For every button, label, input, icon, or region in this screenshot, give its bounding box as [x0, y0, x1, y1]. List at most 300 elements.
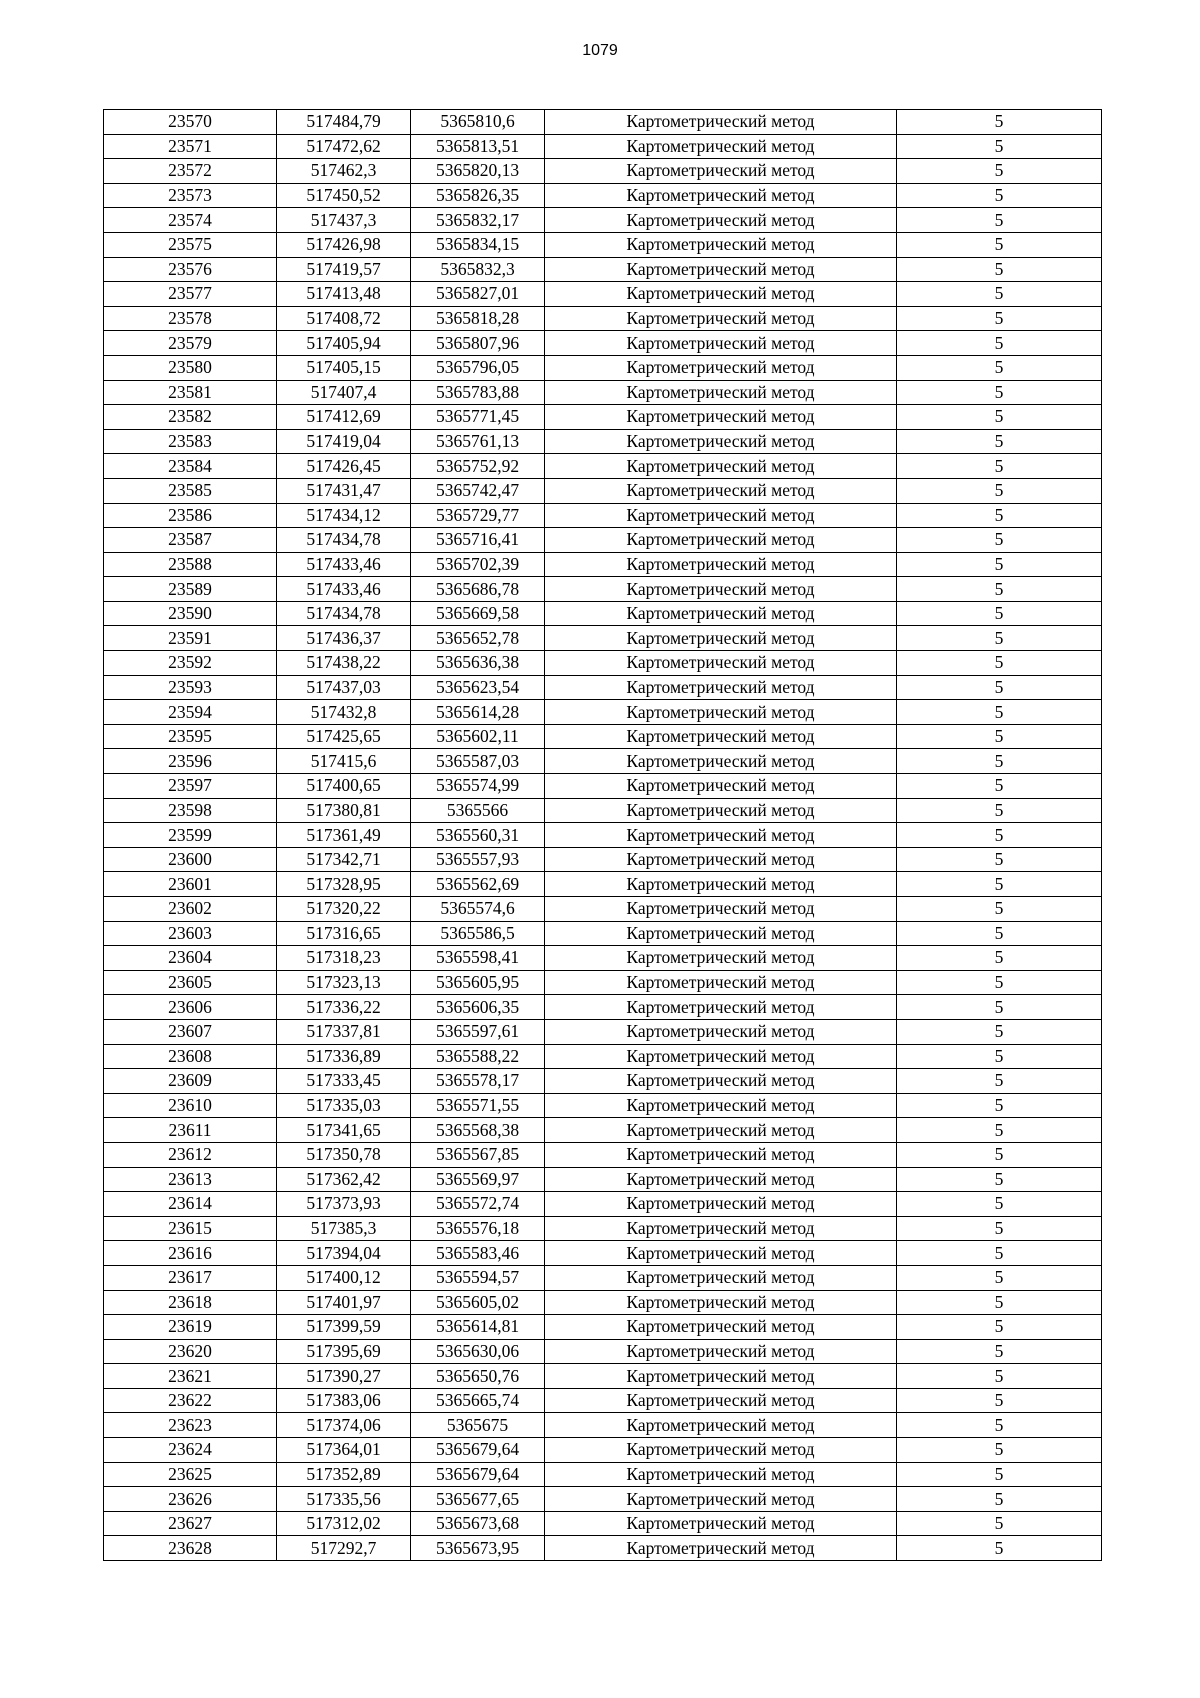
x-coordinate-cell: 517450,52 [277, 183, 411, 208]
x-coordinate-cell: 517437,03 [277, 675, 411, 700]
point-number-cell: 23607 [104, 1019, 277, 1044]
y-coordinate-cell: 5365598,41 [411, 946, 545, 971]
point-number-cell: 23573 [104, 183, 277, 208]
x-coordinate-cell: 517405,94 [277, 331, 411, 356]
accuracy-cell: 5 [897, 429, 1102, 454]
method-cell: Картометрический метод [545, 1241, 897, 1266]
point-number-cell: 23576 [104, 257, 277, 282]
accuracy-cell: 5 [897, 1388, 1102, 1413]
table-row [104, 724, 1102, 749]
y-coordinate-cell: 5365614,28 [411, 700, 545, 725]
accuracy-cell: 5 [897, 601, 1102, 626]
point-number-cell: 23593 [104, 675, 277, 700]
point-number-cell: 23584 [104, 454, 277, 479]
table-row [104, 823, 1102, 848]
table-row [104, 454, 1102, 479]
table-row [104, 478, 1102, 503]
y-coordinate-cell: 5365677,65 [411, 1487, 545, 1512]
table-row [104, 1511, 1102, 1536]
y-coordinate-cell: 5365606,35 [411, 995, 545, 1020]
table-row [104, 1364, 1102, 1389]
point-number-cell: 23624 [104, 1438, 277, 1463]
table-row [104, 183, 1102, 208]
y-coordinate-cell: 5365636,38 [411, 651, 545, 676]
table-row [104, 995, 1102, 1020]
table-row [104, 232, 1102, 257]
y-coordinate-cell: 5365560,31 [411, 823, 545, 848]
table-row [104, 1192, 1102, 1217]
point-number-cell: 23577 [104, 282, 277, 307]
accuracy-cell: 5 [897, 1019, 1102, 1044]
y-coordinate-cell: 5365557,93 [411, 847, 545, 872]
table-row [104, 774, 1102, 799]
x-coordinate-cell: 517383,06 [277, 1388, 411, 1413]
point-number-cell: 23605 [104, 970, 277, 995]
method-cell: Картометрический метод [545, 1536, 897, 1561]
accuracy-cell: 5 [897, 1487, 1102, 1512]
method-cell: Картометрический метод [545, 1019, 897, 1044]
method-cell: Картометрический метод [545, 1462, 897, 1487]
table-row [104, 651, 1102, 676]
method-cell: Картометрический метод [545, 528, 897, 553]
point-number-cell: 23613 [104, 1167, 277, 1192]
method-cell: Картометрический метод [545, 552, 897, 577]
x-coordinate-cell: 517394,04 [277, 1241, 411, 1266]
accuracy-cell: 5 [897, 651, 1102, 676]
y-coordinate-cell: 5365576,18 [411, 1216, 545, 1241]
table-row [104, 1487, 1102, 1512]
accuracy-cell: 5 [897, 774, 1102, 799]
x-coordinate-cell: 517437,3 [277, 208, 411, 233]
method-cell: Картометрический метод [545, 405, 897, 430]
point-number-cell: 23579 [104, 331, 277, 356]
x-coordinate-cell: 517405,15 [277, 355, 411, 380]
table-row [104, 1413, 1102, 1438]
method-cell: Картометрический метод [545, 700, 897, 725]
x-coordinate-cell: 517385,3 [277, 1216, 411, 1241]
accuracy-cell: 5 [897, 872, 1102, 897]
point-number-cell: 23614 [104, 1192, 277, 1217]
table-row [104, 405, 1102, 430]
method-cell: Картометрический метод [545, 1413, 897, 1438]
x-coordinate-cell: 517484,79 [277, 110, 411, 135]
x-coordinate-cell: 517336,22 [277, 995, 411, 1020]
y-coordinate-cell: 5365752,92 [411, 454, 545, 479]
y-coordinate-cell: 5365702,39 [411, 552, 545, 577]
method-cell: Картометрический метод [545, 749, 897, 774]
x-coordinate-cell: 517419,04 [277, 429, 411, 454]
x-coordinate-cell: 517373,93 [277, 1192, 411, 1217]
point-number-cell: 23586 [104, 503, 277, 528]
table-row [104, 257, 1102, 282]
x-coordinate-cell: 517434,12 [277, 503, 411, 528]
table-row [104, 1462, 1102, 1487]
y-coordinate-cell: 5365796,05 [411, 355, 545, 380]
accuracy-cell: 5 [897, 528, 1102, 553]
table-row [104, 306, 1102, 331]
point-number-cell: 23571 [104, 134, 277, 159]
point-number-cell: 23596 [104, 749, 277, 774]
y-coordinate-cell: 5365669,58 [411, 601, 545, 626]
x-coordinate-cell: 517395,69 [277, 1339, 411, 1364]
y-coordinate-cell: 5365614,81 [411, 1315, 545, 1340]
x-coordinate-cell: 517432,8 [277, 700, 411, 725]
method-cell: Картометрический метод [545, 847, 897, 872]
x-coordinate-cell: 517431,47 [277, 478, 411, 503]
accuracy-cell: 5 [897, 1315, 1102, 1340]
y-coordinate-cell: 5365569,97 [411, 1167, 545, 1192]
y-coordinate-cell: 5365834,15 [411, 232, 545, 257]
table-row [104, 282, 1102, 307]
y-coordinate-cell: 5365716,41 [411, 528, 545, 553]
point-number-cell: 23618 [104, 1290, 277, 1315]
accuracy-cell: 5 [897, 970, 1102, 995]
accuracy-cell: 5 [897, 847, 1102, 872]
x-coordinate-cell: 517401,97 [277, 1290, 411, 1315]
table-row [104, 1339, 1102, 1364]
method-cell: Картометрический метод [545, 134, 897, 159]
method-cell: Картометрический метод [545, 897, 897, 922]
table-row [104, 897, 1102, 922]
accuracy-cell: 5 [897, 1339, 1102, 1364]
coordinates-table [103, 109, 1102, 1561]
table-row [104, 1241, 1102, 1266]
accuracy-cell: 5 [897, 232, 1102, 257]
y-coordinate-cell: 5365832,3 [411, 257, 545, 282]
table-row [104, 872, 1102, 897]
point-number-cell: 23600 [104, 847, 277, 872]
point-number-cell: 23627 [104, 1511, 277, 1536]
point-number-cell: 23608 [104, 1044, 277, 1069]
table-row [104, 1388, 1102, 1413]
accuracy-cell: 5 [897, 110, 1102, 135]
x-coordinate-cell: 517292,7 [277, 1536, 411, 1561]
y-coordinate-cell: 5365574,6 [411, 897, 545, 922]
y-coordinate-cell: 5365623,54 [411, 675, 545, 700]
x-coordinate-cell: 517361,49 [277, 823, 411, 848]
accuracy-cell: 5 [897, 675, 1102, 700]
accuracy-cell: 5 [897, 897, 1102, 922]
x-coordinate-cell: 517350,78 [277, 1142, 411, 1167]
method-cell: Картометрический метод [545, 1118, 897, 1143]
y-coordinate-cell: 5365574,99 [411, 774, 545, 799]
point-number-cell: 23612 [104, 1142, 277, 1167]
method-cell: Картометрический метод [545, 306, 897, 331]
table-row [104, 528, 1102, 553]
y-coordinate-cell: 5365810,6 [411, 110, 545, 135]
x-coordinate-cell: 517312,02 [277, 1511, 411, 1536]
x-coordinate-cell: 517426,45 [277, 454, 411, 479]
x-coordinate-cell: 517434,78 [277, 601, 411, 626]
point-number-cell: 23623 [104, 1413, 277, 1438]
accuracy-cell: 5 [897, 257, 1102, 282]
x-coordinate-cell: 517462,3 [277, 159, 411, 184]
point-number-cell: 23574 [104, 208, 277, 233]
table-row [104, 1118, 1102, 1143]
method-cell: Картометрический метод [545, 675, 897, 700]
table-row [104, 380, 1102, 405]
method-cell: Картометрический метод [545, 503, 897, 528]
y-coordinate-cell: 5365665,74 [411, 1388, 545, 1413]
y-coordinate-cell: 5365588,22 [411, 1044, 545, 1069]
accuracy-cell: 5 [897, 552, 1102, 577]
y-coordinate-cell: 5365605,95 [411, 970, 545, 995]
point-number-cell: 23595 [104, 724, 277, 749]
method-cell: Картометрический метод [545, 232, 897, 257]
table-row [104, 577, 1102, 602]
method-cell: Картометрический метод [545, 823, 897, 848]
method-cell: Картометрический метод [545, 208, 897, 233]
accuracy-cell: 5 [897, 1069, 1102, 1094]
table-row [104, 798, 1102, 823]
y-coordinate-cell: 5365566 [411, 798, 545, 823]
x-coordinate-cell: 517341,65 [277, 1118, 411, 1143]
y-coordinate-cell: 5365729,77 [411, 503, 545, 528]
y-coordinate-cell: 5365826,35 [411, 183, 545, 208]
accuracy-cell: 5 [897, 454, 1102, 479]
point-number-cell: 23580 [104, 355, 277, 380]
method-cell: Картометрический метод [545, 995, 897, 1020]
point-number-cell: 23585 [104, 478, 277, 503]
x-coordinate-cell: 517380,81 [277, 798, 411, 823]
accuracy-cell: 5 [897, 1462, 1102, 1487]
y-coordinate-cell: 5365578,17 [411, 1069, 545, 1094]
point-number-cell: 23582 [104, 405, 277, 430]
point-number-cell: 23609 [104, 1069, 277, 1094]
method-cell: Картометрический метод [545, 429, 897, 454]
method-cell: Картометрический метод [545, 774, 897, 799]
table-row [104, 700, 1102, 725]
accuracy-cell: 5 [897, 159, 1102, 184]
point-number-cell: 23589 [104, 577, 277, 602]
method-cell: Картометрический метод [545, 1388, 897, 1413]
table-row [104, 601, 1102, 626]
accuracy-cell: 5 [897, 1413, 1102, 1438]
y-coordinate-cell: 5365586,5 [411, 921, 545, 946]
method-cell: Картометрический метод [545, 724, 897, 749]
accuracy-cell: 5 [897, 1216, 1102, 1241]
method-cell: Картометрический метод [545, 1044, 897, 1069]
y-coordinate-cell: 5365630,06 [411, 1339, 545, 1364]
accuracy-cell: 5 [897, 823, 1102, 848]
method-cell: Картометрический метод [545, 1142, 897, 1167]
y-coordinate-cell: 5365605,02 [411, 1290, 545, 1315]
method-cell: Картометрический метод [545, 355, 897, 380]
point-number-cell: 23617 [104, 1265, 277, 1290]
point-number-cell: 23592 [104, 651, 277, 676]
point-number-cell: 23575 [104, 232, 277, 257]
method-cell: Картометрический метод [545, 1339, 897, 1364]
accuracy-cell: 5 [897, 1241, 1102, 1266]
accuracy-cell: 5 [897, 798, 1102, 823]
table-row [104, 552, 1102, 577]
x-coordinate-cell: 517412,69 [277, 405, 411, 430]
x-coordinate-cell: 517419,57 [277, 257, 411, 282]
accuracy-cell: 5 [897, 1167, 1102, 1192]
x-coordinate-cell: 517400,12 [277, 1265, 411, 1290]
x-coordinate-cell: 517399,59 [277, 1315, 411, 1340]
accuracy-cell: 5 [897, 749, 1102, 774]
accuracy-cell: 5 [897, 921, 1102, 946]
method-cell: Картометрический метод [545, 872, 897, 897]
point-number-cell: 23583 [104, 429, 277, 454]
method-cell: Картометрический метод [545, 454, 897, 479]
y-coordinate-cell: 5365761,13 [411, 429, 545, 454]
point-number-cell: 23628 [104, 1536, 277, 1561]
accuracy-cell: 5 [897, 1511, 1102, 1536]
x-coordinate-cell: 517337,81 [277, 1019, 411, 1044]
y-coordinate-cell: 5365742,47 [411, 478, 545, 503]
x-coordinate-cell: 517472,62 [277, 134, 411, 159]
method-cell: Картометрический метод [545, 970, 897, 995]
x-coordinate-cell: 517436,37 [277, 626, 411, 651]
point-number-cell: 23581 [104, 380, 277, 405]
table-row [104, 749, 1102, 774]
accuracy-cell: 5 [897, 577, 1102, 602]
accuracy-cell: 5 [897, 478, 1102, 503]
method-cell: Картометрический метод [545, 478, 897, 503]
accuracy-cell: 5 [897, 1044, 1102, 1069]
x-coordinate-cell: 517408,72 [277, 306, 411, 331]
accuracy-cell: 5 [897, 331, 1102, 356]
accuracy-cell: 5 [897, 208, 1102, 233]
accuracy-cell: 5 [897, 626, 1102, 651]
method-cell: Картометрический метод [545, 1192, 897, 1217]
y-coordinate-cell: 5365571,55 [411, 1093, 545, 1118]
point-number-cell: 23616 [104, 1241, 277, 1266]
x-coordinate-cell: 517425,65 [277, 724, 411, 749]
y-coordinate-cell: 5365813,51 [411, 134, 545, 159]
point-number-cell: 23621 [104, 1364, 277, 1389]
x-coordinate-cell: 517374,06 [277, 1413, 411, 1438]
point-number-cell: 23602 [104, 897, 277, 922]
accuracy-cell: 5 [897, 405, 1102, 430]
method-cell: Картометрический метод [545, 798, 897, 823]
accuracy-cell: 5 [897, 1290, 1102, 1315]
table-row [104, 355, 1102, 380]
point-number-cell: 23599 [104, 823, 277, 848]
y-coordinate-cell: 5365771,45 [411, 405, 545, 430]
x-coordinate-cell: 517335,56 [277, 1487, 411, 1512]
point-number-cell: 23611 [104, 1118, 277, 1143]
point-number-cell: 23594 [104, 700, 277, 725]
table-row [104, 1142, 1102, 1167]
table-row [104, 1265, 1102, 1290]
x-coordinate-cell: 517434,78 [277, 528, 411, 553]
point-number-cell: 23598 [104, 798, 277, 823]
point-number-cell: 23620 [104, 1339, 277, 1364]
table-row [104, 1044, 1102, 1069]
table-row [104, 503, 1102, 528]
method-cell: Картометрический метод [545, 1487, 897, 1512]
x-coordinate-cell: 517318,23 [277, 946, 411, 971]
point-number-cell: 23597 [104, 774, 277, 799]
point-number-cell: 23603 [104, 921, 277, 946]
table-row [104, 159, 1102, 184]
point-number-cell: 23615 [104, 1216, 277, 1241]
accuracy-cell: 5 [897, 282, 1102, 307]
accuracy-cell: 5 [897, 183, 1102, 208]
method-cell: Картометрический метод [545, 1511, 897, 1536]
y-coordinate-cell: 5365783,88 [411, 380, 545, 405]
accuracy-cell: 5 [897, 1438, 1102, 1463]
point-number-cell: 23610 [104, 1093, 277, 1118]
accuracy-cell: 5 [897, 1142, 1102, 1167]
table-row [104, 1438, 1102, 1463]
method-cell: Картометрический метод [545, 1167, 897, 1192]
y-coordinate-cell: 5365562,69 [411, 872, 545, 897]
method-cell: Картометрический метод [545, 1093, 897, 1118]
table-row [104, 1536, 1102, 1561]
method-cell: Картометрический метод [545, 1216, 897, 1241]
y-coordinate-cell: 5365832,17 [411, 208, 545, 233]
y-coordinate-cell: 5365820,13 [411, 159, 545, 184]
table-row [104, 847, 1102, 872]
x-coordinate-cell: 517342,71 [277, 847, 411, 872]
x-coordinate-cell: 517328,95 [277, 872, 411, 897]
point-number-cell: 23601 [104, 872, 277, 897]
y-coordinate-cell: 5365827,01 [411, 282, 545, 307]
point-number-cell: 23622 [104, 1388, 277, 1413]
method-cell: Картометрический метод [545, 601, 897, 626]
point-number-cell: 23619 [104, 1315, 277, 1340]
y-coordinate-cell: 5365602,11 [411, 724, 545, 749]
method-cell: Картометрический метод [545, 1364, 897, 1389]
table-row [104, 134, 1102, 159]
method-cell: Картометрический метод [545, 331, 897, 356]
method-cell: Картометрический метод [545, 257, 897, 282]
point-number-cell: 23604 [104, 946, 277, 971]
x-coordinate-cell: 517352,89 [277, 1462, 411, 1487]
table-row [104, 331, 1102, 356]
accuracy-cell: 5 [897, 724, 1102, 749]
table-row [104, 626, 1102, 651]
accuracy-cell: 5 [897, 1093, 1102, 1118]
y-coordinate-cell: 5365652,78 [411, 626, 545, 651]
table-row [104, 921, 1102, 946]
table-body [104, 110, 1102, 1561]
y-coordinate-cell: 5365679,64 [411, 1462, 545, 1487]
page-number: 1079 [582, 42, 618, 59]
point-number-cell: 23578 [104, 306, 277, 331]
x-coordinate-cell: 517336,89 [277, 1044, 411, 1069]
table-row [104, 1216, 1102, 1241]
method-cell: Картометрический метод [545, 1069, 897, 1094]
point-number-cell: 23626 [104, 1487, 277, 1512]
x-coordinate-cell: 517400,65 [277, 774, 411, 799]
point-number-cell: 23570 [104, 110, 277, 135]
method-cell: Картометрический метод [545, 626, 897, 651]
y-coordinate-cell: 5365587,03 [411, 749, 545, 774]
method-cell: Картометрический метод [545, 159, 897, 184]
table-row [104, 110, 1102, 135]
table-row [104, 429, 1102, 454]
accuracy-cell: 5 [897, 1192, 1102, 1217]
table-row [104, 1069, 1102, 1094]
y-coordinate-cell: 5365597,61 [411, 1019, 545, 1044]
method-cell: Картометрический метод [545, 651, 897, 676]
x-coordinate-cell: 517335,03 [277, 1093, 411, 1118]
accuracy-cell: 5 [897, 1536, 1102, 1561]
table-row [104, 1315, 1102, 1340]
table-row [104, 675, 1102, 700]
y-coordinate-cell: 5365807,96 [411, 331, 545, 356]
method-cell: Картометрический метод [545, 1315, 897, 1340]
y-coordinate-cell: 5365650,76 [411, 1364, 545, 1389]
method-cell: Картометрический метод [545, 921, 897, 946]
point-number-cell: 23625 [104, 1462, 277, 1487]
x-coordinate-cell: 517438,22 [277, 651, 411, 676]
